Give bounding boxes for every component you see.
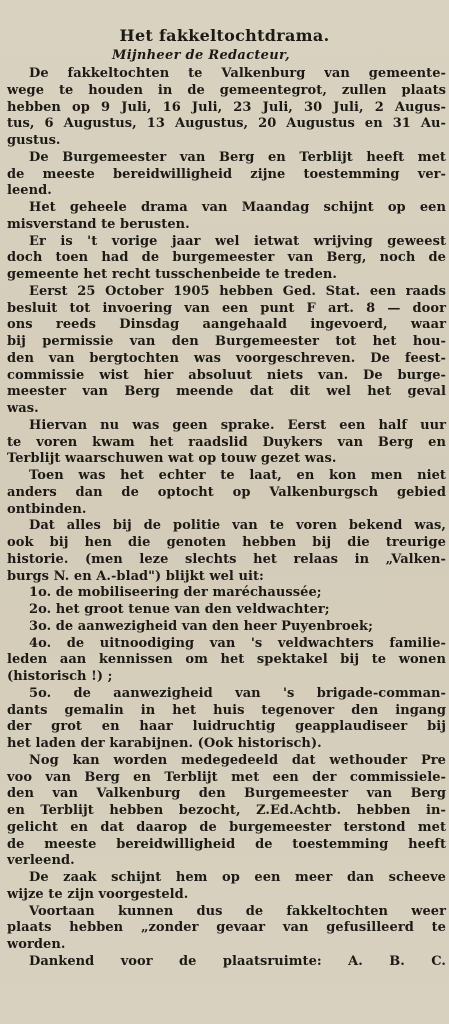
text-line: worden. [7, 937, 66, 952]
text-line: ontbinden. [7, 501, 87, 517]
text-line: gustus. [7, 133, 61, 148]
text-line: meester van Berg meende dat dit wel het geval [7, 384, 446, 400]
text-line: historie. (men leze slechts het relaas in „Valken- [7, 551, 446, 567]
text-line: ook bij hen die genoten hebben bij die treurige [7, 535, 446, 550]
text-line: 4o. de uitnoodiging van 's veldwachters familie- [29, 635, 446, 651]
text-line: De zaak schijnt hem op een meer dan scheeve [29, 870, 446, 885]
text-line: 1o. de mobiliseering der maréchaussée; [29, 585, 322, 601]
text-line: 3o. de aanwezigheid van den heer Puyenbroek; [29, 618, 373, 634]
text-line: Dankend voor de plaatsruimte: A. B. C. [29, 953, 446, 969]
text-line: de meeste bereidwilligheid de toestemming heeft [7, 836, 446, 852]
text-line: Er is 't vorige jaar wel ietwat wrijving geweest [29, 233, 446, 249]
text-line: te voren kwam het raadslid Duykers van Berg en [7, 434, 446, 450]
text-line: De fakkeltochten te Valkenburg van gemeente- [29, 66, 446, 81]
salutation: Mijnheer de Redacteur, [112, 48, 290, 63]
text-line: leend. [7, 183, 52, 199]
text-line: De Burgemeester van Berg en Terblijt heeft met [29, 149, 446, 165]
text-line: Toen was het echter te laat, en kon men niet [29, 468, 446, 483]
text-line: den van Valkenburg den Burgemeester van Berg [7, 786, 446, 802]
text-line: het laden der karabijnen. (Ook historisch). [7, 736, 322, 751]
article-body [0, 66, 449, 971]
text-line: den van bergtochten was voorgeschreven. De feest- [7, 350, 446, 366]
text-line: was. [7, 401, 39, 416]
text-line: (historisch !) ; [7, 669, 113, 684]
text-line: Terblijt waarschuwen wat op touw gezet was. [7, 451, 337, 467]
text-line: Nog kan worden medegedeeld dat wethouder Pre [29, 752, 446, 768]
text-line: wijze te zijn voorgesteld. [7, 886, 189, 902]
text-line: hebben op 9 Juli, 16 Juli, 23 Juli, 30 Juli, 2 Augus- [7, 99, 446, 115]
text-line: de meeste bereidwilligheid zijne toestemming ver- [7, 166, 446, 182]
text-line: gelicht en dat daarop de burgemeester terstond met [7, 819, 446, 835]
text-line: wege te houden in de gemeentegrot, zullen plaats [7, 82, 446, 98]
text-line: der grot en haar luidruchtig geapplaudiseer bij [7, 719, 446, 735]
text-line: ons reeds Dinsdag aangehaald ingevoerd, waar [7, 317, 446, 333]
text-line: burgs N. en A.-blad") blijkt wel uit: [7, 568, 264, 584]
text-line: voo van Berg en Terblijt met een der commissiele- [7, 769, 446, 785]
text-line: leden aan kennissen om het spektakel bij te wonen [7, 652, 446, 668]
text-line: gemeente het recht tusschenbeide te treden. [7, 267, 337, 282]
text-line: besluit tot invoering van een punt F art. 8 — door [7, 300, 446, 316]
text-line: 5o. de aanwezigheid van 's brigade-comman- [29, 685, 446, 701]
text-line: Eerst 25 October 1905 hebben Ged. Stat. een raads [29, 283, 446, 299]
text-line: anders dan de optocht op Valkenburgsch gebied [7, 484, 446, 500]
text-line: doch toen had de burgemeester van Berg, noch de [7, 250, 446, 266]
text-line: Hiervan nu was geen sprake. Eerst een half uur [29, 417, 446, 433]
text-line: commissie wist hier absoluut niets van. De burge- [7, 367, 446, 383]
text-line: misverstand te berusten. [7, 216, 190, 232]
text-line: tus, 6 Augustus, 13 Augustus, 20 Augustus en 31 Au- [7, 116, 446, 132]
text-line: en Terblijt hebben bezocht, Z.Ed.Achtb. hebben in- [7, 803, 446, 818]
text-line: verleend. [7, 853, 75, 869]
text-line: plaats hebben „zonder gevaar van gefusilleerd te [7, 920, 446, 936]
text-line: bij permissie van den Burgemeester tot het hou- [7, 334, 446, 349]
text-line: 2o. het groot tenue van den veldwachter; [29, 602, 330, 617]
text-line: dants gemalin in het huis tegenover den ingang [7, 702, 446, 718]
text-line: Voortaan kunnen dus de fakkeltochten weer [29, 903, 446, 919]
article-title: Het fakkeltochtdrama. [119, 26, 330, 45]
text-line: Het geheele drama van Maandag schijnt op een [29, 200, 446, 215]
text-line: Dat alles bij de politie van te voren bekend was, [29, 518, 446, 534]
